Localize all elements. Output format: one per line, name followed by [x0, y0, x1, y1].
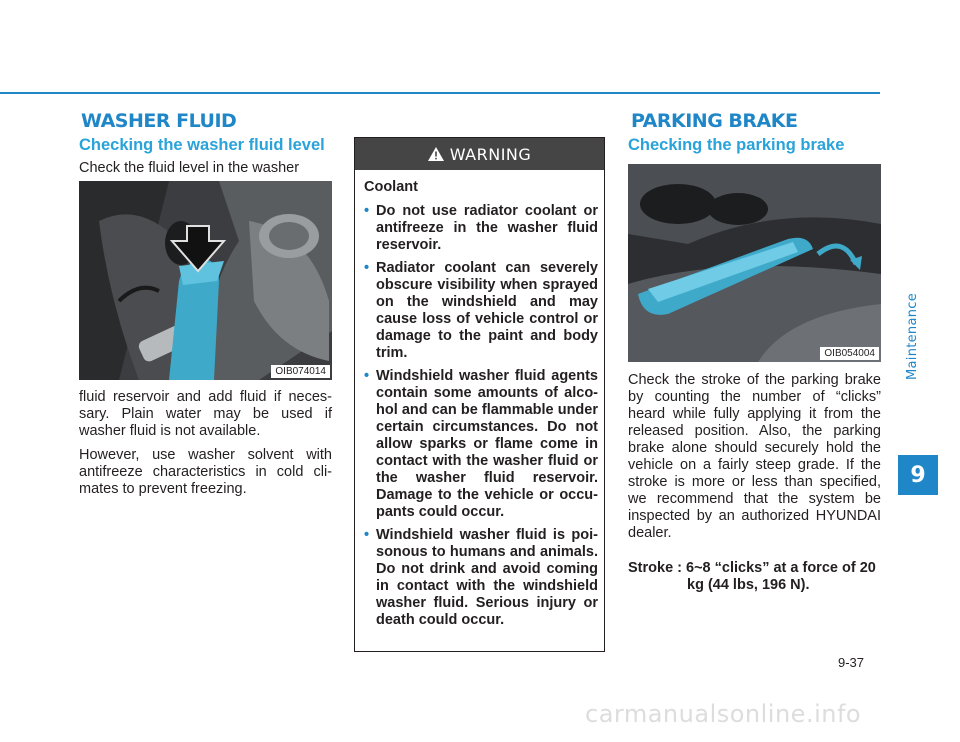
washer-fluid-subtitle: Checking the washer fluid level [79, 136, 325, 154]
warning-item: • Radiator coolant can severely obscure visibility when sprayed on the windshield and may cause loss of vehicle control or damage to the paint and body trim. [364, 260, 598, 361]
warning-box [354, 137, 605, 652]
warning-triangle-icon [428, 147, 444, 161]
warning-item: • Windshield washer fluid is poi-sonous to humans and animals. Do not drink and avoid coming in contact with the windshield washer fluid. Serious injury or death could occur. [364, 527, 598, 628]
stroke-spec [628, 560, 881, 594]
photo-code-right: OIB054004 [820, 347, 879, 360]
parking-brake-photo [628, 164, 881, 362]
washer-para-2: However, use washer solvent with antifreeze characteristics in cold cli-mates to prevent freezing. [79, 447, 332, 497]
bullet-icon: • [364, 368, 370, 384]
washer-body [79, 389, 332, 505]
top-rule [0, 92, 880, 94]
page-number: 9-37 [838, 655, 865, 670]
warning-header [355, 138, 604, 170]
washer-para-1: fluid reservoir and add fluid if neces-sary. Plain water may be used if washer fluid is not available. [79, 389, 332, 439]
warning-item: • Windshield washer fluid agents contain some amounts of alco-hol and can be flammable under certain circumstances. Do not allow sparks or flame come in contact with the washer fluid or the washer fluid reservoir. Damage to the vehicle or occu-pants could occur. [364, 368, 598, 520]
bullet-icon: • [364, 527, 370, 543]
washer-reservoir-photo [79, 181, 332, 380]
parking-brake-title: PARKING BRAKE [631, 110, 798, 132]
washer-intro: Check the fluid level in the washer [79, 160, 300, 176]
bullet-icon: • [364, 260, 370, 276]
chapter-side-label: Maintenance [905, 292, 920, 380]
washer-fluid-title: WASHER FLUID [81, 110, 237, 132]
photo-code-left: OIB074014 [271, 365, 330, 378]
warning-subheading: Coolant [364, 179, 418, 195]
parking-brake-para: Check the stroke of the parking brake by counting the number of “clicks” heard while fully applying it from the released position. Also, the parking brake alone should securely hold the vehicle on a fairly steep grade. If the stroke is more or less than specified, we recommend that the system be inspected by an authorized HYUNDAI dealer. [628, 372, 881, 541]
stroke-spec-line-1: Stroke : 6~8 “clicks” at a force of 20 [628, 560, 876, 576]
engine-bay-illustration [79, 181, 332, 380]
parking-brake-subtitle: Checking the parking brake [628, 136, 845, 154]
warning-content [355, 170, 604, 629]
watermark: carmanualsonline.info [585, 700, 862, 728]
bullet-icon: • [364, 203, 370, 219]
chapter-tab: 9 [898, 455, 938, 495]
stroke-spec-line-2: kg (44 lbs, 196 N). [687, 577, 810, 593]
parking-brake-body [628, 372, 881, 549]
warning-label: WARNING [449, 144, 532, 164]
parking-brake-illustration [628, 164, 881, 362]
warning-item: • Do not use radiator coolant or antifreeze in the washer fluid reservoir. [364, 203, 598, 253]
